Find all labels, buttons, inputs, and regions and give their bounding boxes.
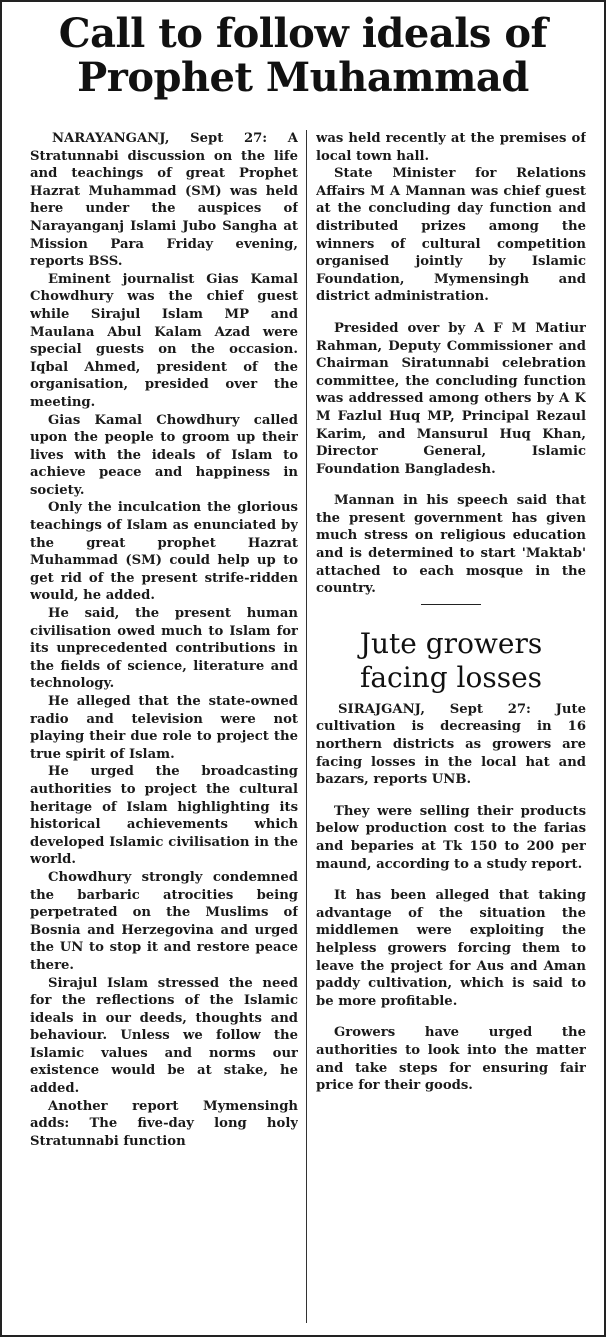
- second-headline: Jute growers facing losses: [359, 626, 543, 694]
- article-end-rule: [421, 604, 481, 605]
- article-paragraph: It has been alleged that taking advantage of the situation the middlemen were exploiting the helpless growers forcing them to leave the project for Aus and Aman paddy cultivation, which is said to be more profitable.: [316, 888, 586, 1009]
- article-paragraph: Growers have urged the authorities to look into the matter and take steps for ensuring fair price for their goods.: [316, 1025, 586, 1094]
- article-paragraph: Gias Kamal Chowdhury called upon the people to groom up their lives with the ideals of Islam to achieve peace and happiness in society.: [30, 412, 298, 498]
- article-paragraph: Another report Mymensingh adds: The five-day long holy Stratunnabi function: [30, 1098, 298, 1149]
- article-paragraph: They were selling their products below production cost to the farias and beparies at Tk 150 to 200 per maund, according to a study report.: [316, 803, 586, 872]
- article-paragraph: He alleged that the state-owned radio and television were not playing their due role to project the true spirit of Islam.: [30, 694, 298, 762]
- article-paragraph: Mannan in his speech said that the present government has given much stress on religious education and is determined to start 'Maktab' attached to each mosque in the country.: [316, 493, 586, 597]
- headline: Call to follow ideals of Prophet Muhammad: [58, 10, 548, 101]
- article-paragraph: He said, the present human civilisation owed much to Islam for its unprecedented contributions in the fields of science, literature and technology.: [30, 606, 298, 692]
- article-paragraph: Eminent journalist Gias Kamal Chowdhury was the chief guest while Sirajul Islam MP and Maulana Abul Kalam Azad were special guests on the occasion. Iqbal Ahmed, president of the organisation, presided over the meeting.: [30, 271, 298, 410]
- right-column: [316, 130, 586, 1327]
- article-paragraph: Presided over by A F M Matiur Rahman, Deputy Commissioner and Chairman Siratunnabi celebration committee, the concluding function was addressed among others by A K M Fazlul Huq MP, Principal Rezaul Karim, and Mansurul Huq Khan, Director General, Islamic Foundation Bangladesh.: [316, 320, 586, 477]
- article-paragraph: State Minister for Relations Affairs M A Mannan was chief guest at the concluding day function and distributed prizes among the winners of cultural competition organised jointly by Islamic Foundation, Mymensingh and district administration.: [316, 166, 586, 305]
- column-divider: [306, 130, 307, 1323]
- article-paragraph: Chowdhury strongly condemned the barbaric atrocities being perpetrated on the Muslims of Bosnia and Herzegovina and urged the UN to stop it and restore peace there.: [30, 869, 298, 973]
- left-column: [30, 130, 298, 1327]
- article-paragraph: He urged the broadcasting authorities to project the cultural heritage of Islam highlighting its historical achievements which developed Islamic civilisation in the world.: [30, 764, 298, 868]
- article-paragraph: SIRAJGANJ, Sept 27: Jute cultivation is decreasing in 16 northern districts as growers are facing losses in the local hat and bazars, reports UNB.: [316, 701, 586, 788]
- article-paragraph: Sirajul Islam stressed the need for the reflections of the Islamic ideals in our deeds, thoughts and behaviour. Unless we follow the Islamic values and norms our existence would be at stake, he added.: [30, 975, 298, 1097]
- article-paragraph: Only the inculcation the glorious teachings of Islam as enunciated by the great prophet Hazrat Muhammad (SM) could help up to get rid of the present strife-ridden would, he added.: [30, 500, 298, 604]
- article-paragraph: NARAYANGANJ, Sept 27: A Stratunnabi discussion on the life and teachings of great Prophet Hazrat Muhammad (SM) was held here under the auspices of Narayanganj Islami Jubo Sangha at Mission Para Friday evening, reports BSS.: [30, 131, 298, 270]
- article-continuation: was held recently at the premises of local town hall.: [316, 131, 586, 164]
